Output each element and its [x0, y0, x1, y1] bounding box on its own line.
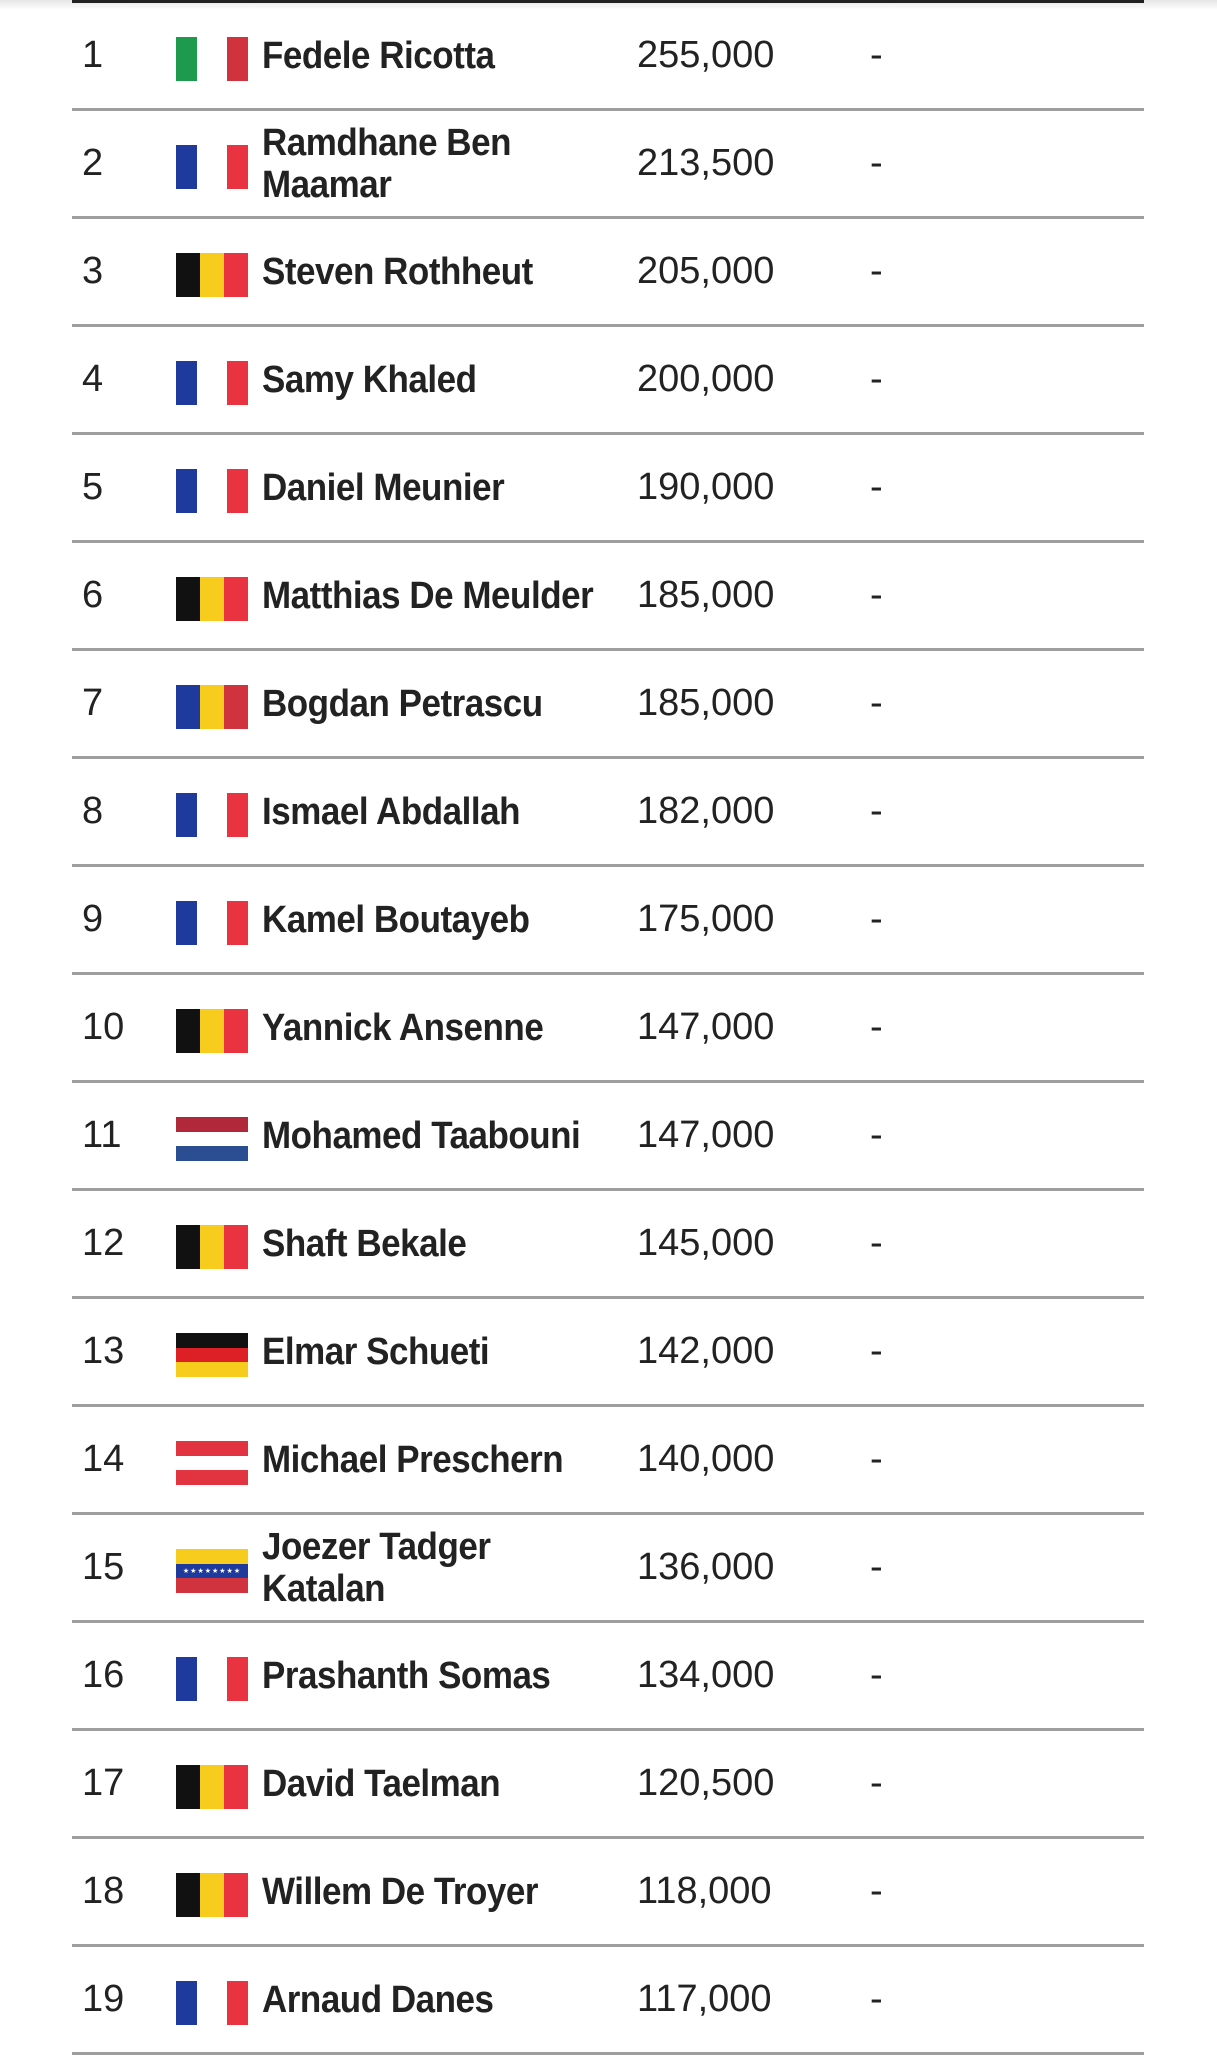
amount-value: 136,000: [637, 1546, 775, 1588]
romania-flag-icon: [176, 685, 248, 729]
change-value: -: [870, 34, 883, 76]
rank-number: 10: [82, 1006, 125, 1048]
france-flag-icon: [176, 901, 248, 945]
rank-number: 3: [82, 250, 104, 292]
player-name[interactable]: Ramdhane Ben Maamar: [262, 121, 511, 206]
player-name[interactable]: Ismael Abdallah: [262, 790, 520, 833]
rank-number: 13: [82, 1330, 125, 1372]
player-name[interactable]: Samy Khaled: [262, 358, 477, 401]
france-flag-icon: [176, 1981, 248, 2025]
rank-number: 6: [82, 574, 104, 616]
amount-value: 182,000: [637, 790, 775, 832]
change-value: -: [870, 790, 883, 832]
amount-value: 145,000: [637, 1222, 775, 1264]
amount-value: 255,000: [637, 34, 775, 76]
player-name[interactable]: Willem De Troyer: [262, 1870, 538, 1913]
belgium-flag-icon: [176, 253, 248, 297]
player-name[interactable]: Joezer Tadger Katalan: [262, 1525, 491, 1610]
player-name[interactable]: Kamel Boutayeb: [262, 898, 530, 941]
amount-value: 142,000: [637, 1330, 775, 1372]
rank-number: 11: [82, 1114, 122, 1156]
table-row[interactable]: [72, 1299, 1144, 1407]
amount-value: 190,000: [637, 466, 775, 508]
player-name[interactable]: Prashanth Somas: [262, 1654, 551, 1697]
rank-number: 16: [82, 1654, 125, 1696]
flag-stars: ★★★★★★★★: [182, 1568, 242, 1575]
change-value: -: [870, 1546, 883, 1588]
player-name[interactable]: Elmar Schueti: [262, 1330, 490, 1373]
player-name[interactable]: Matthias De Meulder: [262, 574, 594, 617]
table-row[interactable]: [72, 327, 1144, 435]
change-value: -: [870, 466, 883, 508]
amount-value: 147,000: [637, 1006, 775, 1048]
player-name[interactable]: Steven Rothheut: [262, 250, 533, 293]
player-name[interactable]: Michael Preschern: [262, 1438, 564, 1481]
amount-value: 120,500: [637, 1762, 775, 1804]
france-flag-icon: [176, 1657, 248, 1701]
table-row[interactable]: [72, 1515, 1144, 1623]
change-value: -: [870, 250, 883, 292]
change-value: -: [870, 1870, 883, 1912]
rank-number: 19: [82, 1978, 125, 2020]
table-row[interactable]: [72, 759, 1144, 867]
amount-value: 200,000: [637, 358, 775, 400]
france-flag-icon: [176, 793, 248, 837]
italy-flag-icon: [176, 37, 248, 81]
rank-number: 4: [82, 358, 104, 400]
change-value: -: [870, 1654, 883, 1696]
france-flag-icon: [176, 145, 248, 189]
france-flag-icon: [176, 469, 248, 513]
rank-number: 12: [82, 1222, 125, 1264]
amount-value: 213,500: [637, 142, 775, 184]
rank-number: 5: [82, 466, 104, 508]
belgium-flag-icon: [176, 1225, 248, 1269]
change-value: -: [870, 1978, 883, 2020]
player-name[interactable]: Bogdan Petrascu: [262, 682, 543, 725]
rank-number: 18: [82, 1870, 125, 1912]
player-name[interactable]: Shaft Bekale: [262, 1222, 467, 1265]
change-value: -: [870, 682, 883, 724]
table-row[interactable]: [72, 1731, 1144, 1839]
table-row[interactable]: [72, 435, 1144, 543]
belgium-flag-icon: [176, 1765, 248, 1809]
amount-value: 140,000: [637, 1438, 775, 1480]
player-name[interactable]: Fedele Ricotta: [262, 34, 495, 77]
rank-number: 8: [82, 790, 104, 832]
amount-value: 118,000: [637, 1870, 772, 1912]
france-flag-icon: [176, 361, 248, 405]
change-value: -: [870, 1222, 883, 1264]
rank-number: 2: [82, 142, 104, 184]
change-value: -: [870, 1330, 883, 1372]
change-value: -: [870, 1006, 883, 1048]
change-value: -: [870, 1762, 883, 1804]
table-row[interactable]: [72, 1839, 1144, 1947]
player-name[interactable]: Mohamed Taabouni: [262, 1114, 581, 1157]
amount-value: 117,000: [637, 1978, 772, 2020]
belgium-flag-icon: [176, 1873, 248, 1917]
amount-value: 185,000: [637, 574, 775, 616]
rank-number: 14: [82, 1438, 125, 1480]
rank-number: 15: [82, 1546, 125, 1588]
table-row[interactable]: [72, 1407, 1144, 1515]
belgium-flag-icon: [176, 577, 248, 621]
player-name[interactable]: David Taelman: [262, 1762, 501, 1805]
germany-flag-icon: [176, 1333, 248, 1377]
venezuela-flag-icon: [176, 1549, 248, 1593]
belgium-flag-icon: [176, 1009, 248, 1053]
amount-value: 185,000: [637, 682, 775, 724]
table-row[interactable]: [72, 1623, 1144, 1731]
change-value: -: [870, 142, 883, 184]
austria-flag-icon: [176, 1441, 248, 1485]
table-row[interactable]: [72, 543, 1144, 651]
table-row[interactable]: [72, 1191, 1144, 1299]
amount-value: 134,000: [637, 1654, 775, 1696]
rank-number: 7: [82, 682, 104, 724]
table-row[interactable]: [72, 1947, 1144, 2055]
table-row[interactable]: [72, 1083, 1144, 1191]
amount-value: 205,000: [637, 250, 775, 292]
table-row[interactable]: [72, 111, 1144, 219]
amount-value: 147,000: [637, 1114, 775, 1156]
netherlands-flag-icon: [176, 1117, 248, 1161]
player-name[interactable]: Yannick Ansenne: [262, 1006, 544, 1049]
table-row[interactable]: [72, 219, 1144, 327]
amount-value: 175,000: [637, 898, 775, 940]
player-name[interactable]: Daniel Meunier: [262, 466, 505, 509]
rank-number: 17: [82, 1762, 125, 1804]
table-row[interactable]: [72, 3, 1144, 111]
change-value: -: [870, 1438, 883, 1480]
change-value: -: [870, 898, 883, 940]
player-name[interactable]: Arnaud Danes: [262, 1978, 494, 2021]
ranking-table: [72, 0, 1144, 2055]
change-value: -: [870, 574, 883, 616]
table-row[interactable]: [72, 651, 1144, 759]
change-value: -: [870, 358, 883, 400]
table-row[interactable]: [72, 867, 1144, 975]
rank-number: 9: [82, 898, 104, 940]
change-value: -: [870, 1114, 883, 1156]
table-row[interactable]: [72, 975, 1144, 1083]
rank-number: 1: [82, 34, 104, 76]
